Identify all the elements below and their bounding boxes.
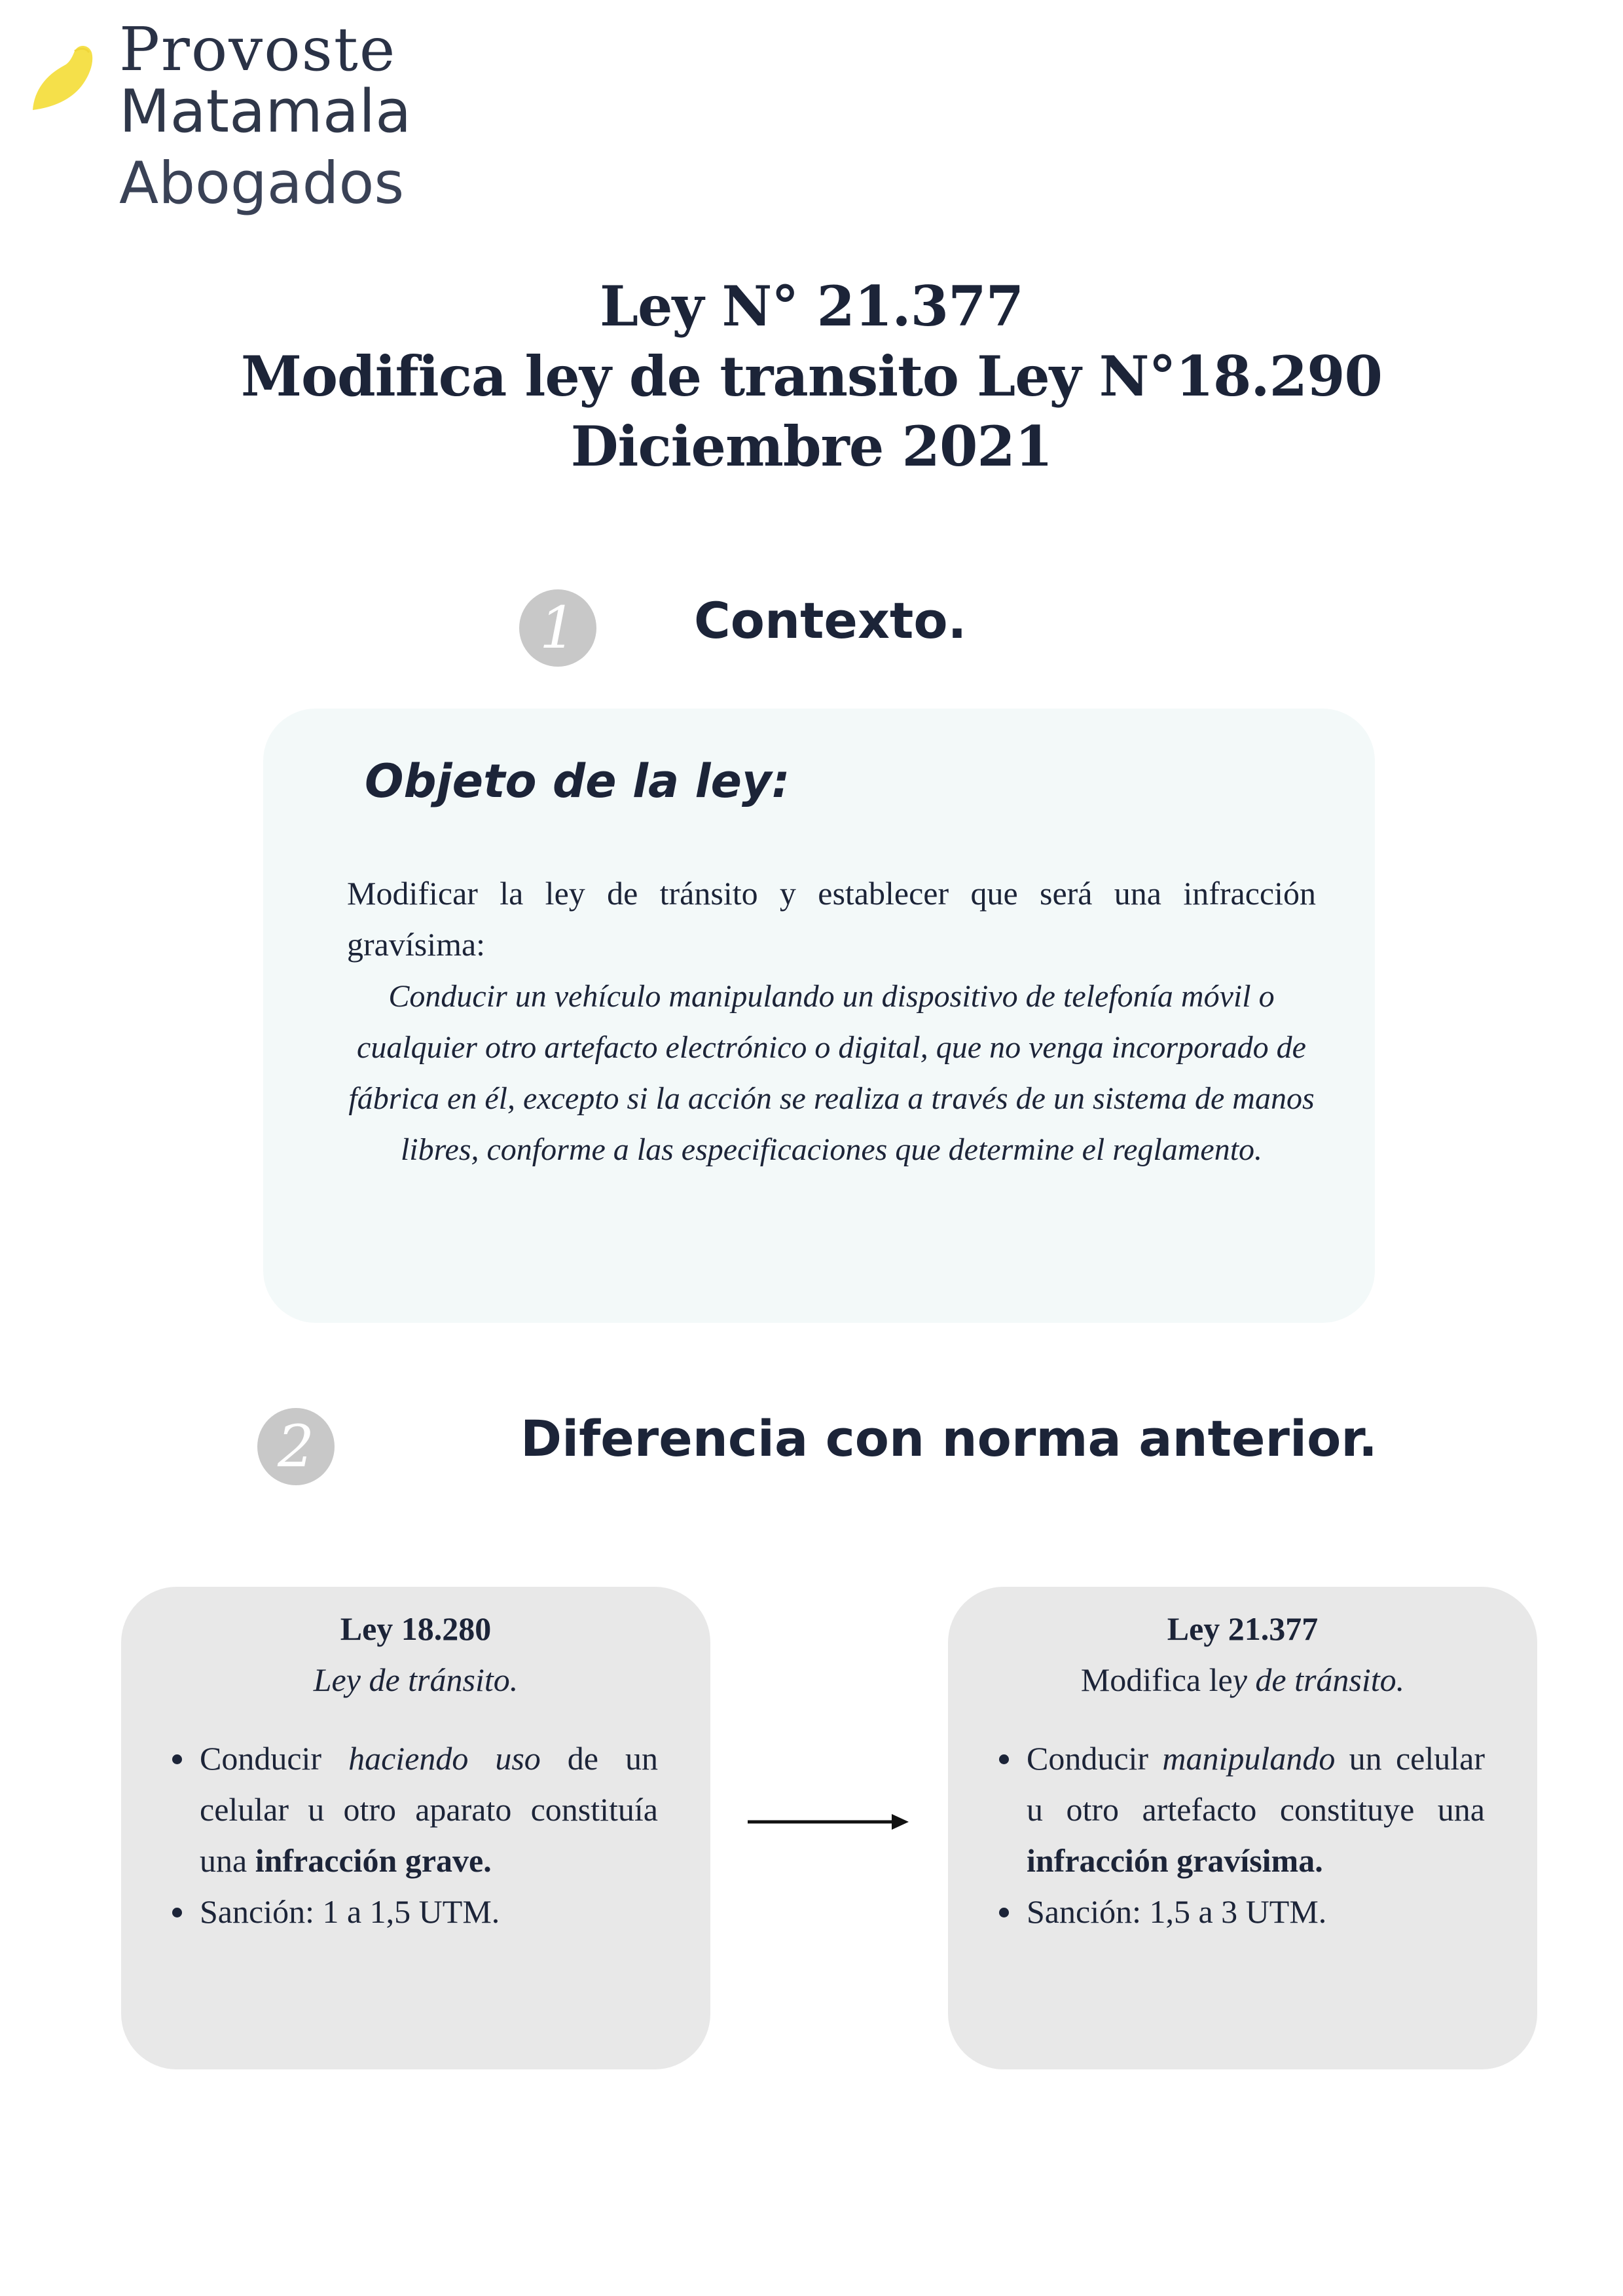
list-item-bold: infracción gravísima. bbox=[1027, 1842, 1323, 1879]
list-item bbox=[1027, 1886, 1485, 1937]
old-law-box bbox=[121, 1587, 710, 2069]
list-item bbox=[1027, 1733, 1485, 1886]
new-law-subtitle-plain: Modifica le bbox=[1080, 1661, 1233, 1698]
section-heading-diferencia: Diferencia con norma anterior. bbox=[520, 1409, 1377, 1468]
list-item-text: Sanción: 1 a 1,5 UTM. bbox=[200, 1893, 500, 1930]
list-item-emphasis: haciendo uso bbox=[348, 1740, 541, 1777]
objeto-de-la-ley-heading: Objeto de la ley: bbox=[365, 754, 790, 808]
old-law-title: Ley 18.280 bbox=[340, 1610, 492, 1647]
logo-text-provoste: Provoste bbox=[119, 14, 397, 84]
new-law-title: Ley 21.377 bbox=[1167, 1610, 1319, 1647]
list-item-text: Conducir bbox=[200, 1740, 349, 1777]
logo-text-matamala: Matamala bbox=[119, 77, 412, 146]
logo-text-abogados: Abogados bbox=[119, 149, 405, 217]
old-law-list bbox=[200, 1733, 658, 1937]
context-intro-text: Modificar la ley de tránsito y establecer que será una infracción gravísima: bbox=[347, 875, 1316, 963]
new-law-list bbox=[1027, 1733, 1485, 1937]
context-quote-text: Conducir un vehículo manipulando un dispositivo de telefonía móvil o cualquier otro artefacto electrónico o digital, que no venga incorporado de fábrica en él, excepto si la acción se realiza a través de un sistema de manos libres, conforme a las especificaciones que determine el reglamento. bbox=[348, 979, 1315, 1167]
new-law-subtitle-italic: y de tránsito. bbox=[1232, 1661, 1405, 1698]
yellow-bird-icon bbox=[26, 39, 98, 118]
list-item bbox=[200, 1733, 658, 1886]
new-law-subtitle bbox=[948, 1661, 1537, 1699]
new-law-box bbox=[948, 1587, 1537, 2069]
list-item-text: Conducir bbox=[1027, 1740, 1163, 1777]
list-item-text: Sanción: 1,5 a 3 UTM. bbox=[1027, 1893, 1327, 1930]
list-item-bold: infracción grave. bbox=[255, 1842, 492, 1879]
right-arrow-icon bbox=[746, 1809, 910, 1835]
section-number-1-badge: 1 bbox=[519, 589, 596, 667]
list-item-emphasis: manipulando bbox=[1162, 1740, 1336, 1777]
title-law-number: Ley N° 21.377 bbox=[599, 274, 1024, 339]
section-number-2-badge: 2 bbox=[257, 1408, 335, 1485]
section-heading-contexto: Contexto. bbox=[694, 591, 967, 650]
list-item-text: un celular u otro artefacto constituye una bbox=[1027, 1740, 1485, 1828]
title-law-description: Modifica ley de transito Ley N°18.290 bbox=[241, 344, 1382, 409]
list-item-text: de un celular u otro aparato constituía una bbox=[200, 1740, 658, 1879]
old-law-subtitle: Ley de tránsito. bbox=[313, 1661, 519, 1698]
title-date: Diciembre 2021 bbox=[570, 414, 1053, 479]
list-item bbox=[200, 1886, 658, 1937]
